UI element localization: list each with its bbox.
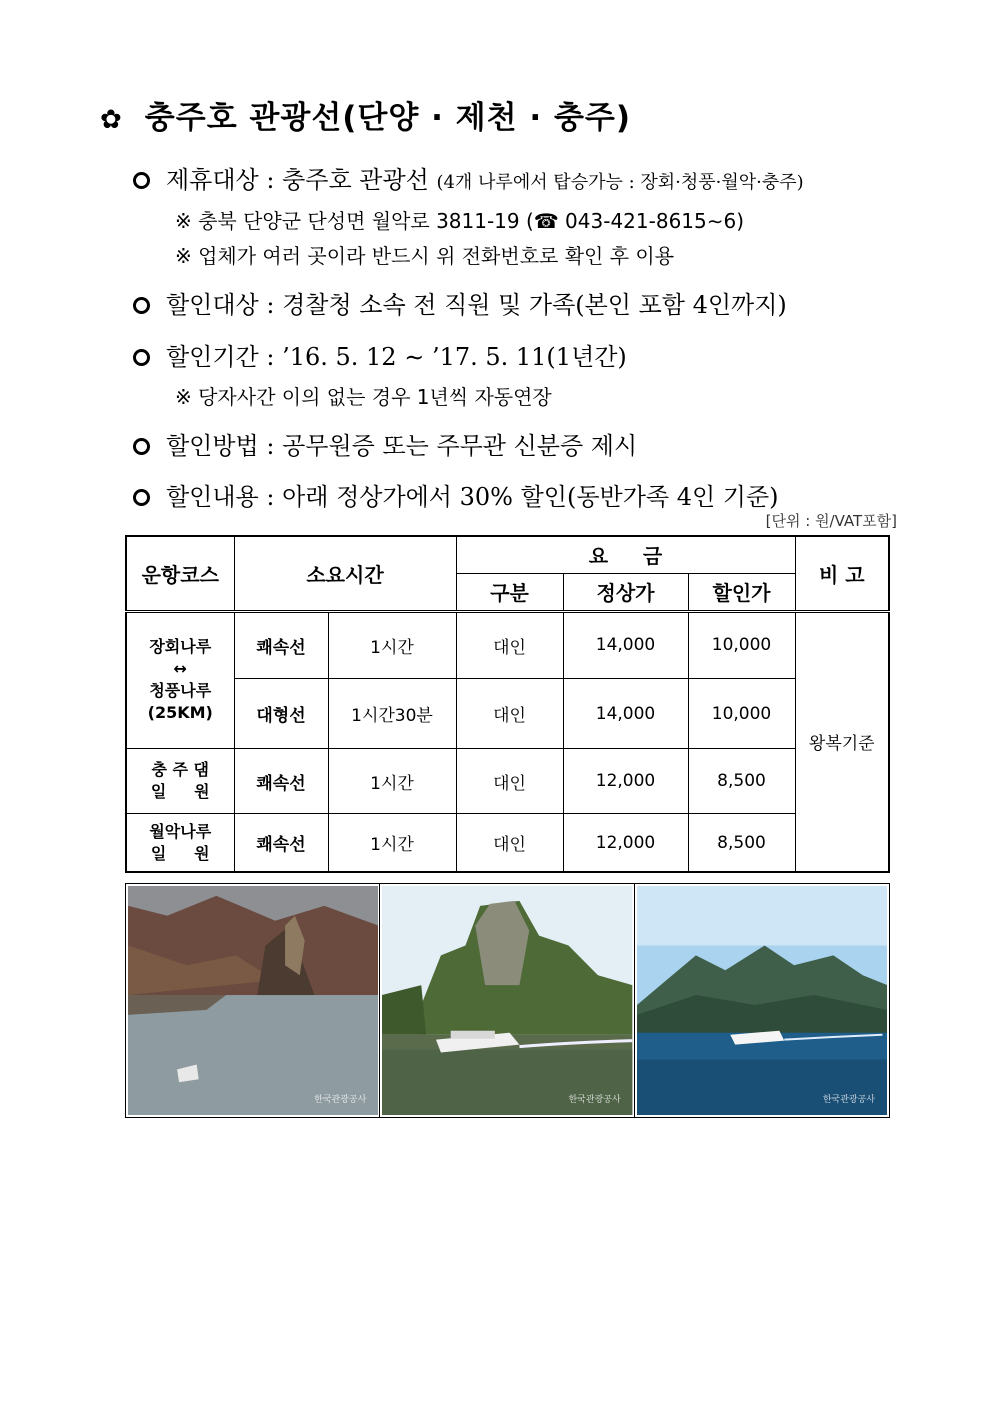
photo-blue-lake-image [637, 886, 887, 1115]
regular-price: 14,000 [563, 611, 688, 678]
ship-type: 쾌속선 [234, 611, 328, 678]
circle-bullet-icon [133, 297, 150, 314]
flower-icon: ✿ [100, 105, 123, 135]
period-note-line: ※ 당자사간 이의 없는 경우 1년씩 자동연장 [175, 385, 552, 409]
header-duration: 소요시간 [234, 536, 456, 611]
header-discount: 할인가 [688, 573, 795, 611]
photo-cruise-ship-image [382, 886, 632, 1115]
discount-price: 10,000 [688, 611, 795, 678]
partner-label: 제휴대상 : 충주호 관광선 [166, 166, 429, 194]
regular-price: 12,000 [563, 814, 688, 872]
title-text: 충주호 관광선(단양 · 제천 · 충주) [144, 100, 631, 136]
course-cell [126, 814, 234, 872]
header-course: 운항코스 [126, 536, 234, 611]
fare-type: 대인 [456, 678, 563, 748]
target-text: 할인대상 : 경찰청 소속 전 직원 및 가족(본인 포함 4인까지) [166, 291, 787, 319]
discount-price: 10,000 [688, 678, 795, 748]
photo-logo: 한국관광공사 [568, 1095, 621, 1105]
photo-blue-lake [635, 884, 889, 1117]
fare-type: 대인 [456, 611, 563, 678]
header-regular: 정상가 [563, 573, 688, 611]
photo-cruise-ship [380, 884, 634, 1117]
photo-logo: 한국관광공사 [314, 1095, 367, 1105]
duration-value: 1시간30분 [328, 678, 456, 748]
course-distance: (25KM) [147, 703, 213, 723]
ship-type: 쾌속선 [234, 749, 328, 814]
circle-bullet-icon [133, 349, 150, 366]
circle-bullet-icon [133, 489, 150, 506]
course-name: 월악나루 [149, 821, 212, 841]
fare-type: 대인 [456, 749, 563, 814]
course-name: 장회나루 [149, 637, 212, 657]
circle-bullet-icon [133, 172, 150, 189]
remark-value: 왕복기준 [795, 611, 889, 872]
header-type: 구분 [456, 573, 563, 611]
table-row [126, 611, 889, 678]
period-text: 할인기간 : ’16. 5. 12 ∼ ’17. 5. 11(1년간) [166, 343, 627, 371]
discount-price: 8,500 [688, 749, 795, 814]
address-note-line: ※ 업체가 여러 곳이라 반드시 위 전화번호로 확인 후 이용 [175, 244, 675, 268]
bidirectional-arrow-icon: ↔ [173, 659, 187, 679]
duration-value: 1시간 [328, 814, 456, 872]
method-text: 할인방법 : 공무원증 또는 주무관 신분증 제시 [166, 432, 638, 460]
photo-strip [125, 883, 890, 1118]
partner-note: (4개 나루에서 탑승가능 : 장회·청풍·월악·충주) [436, 172, 804, 193]
photo-logo: 한국관광공사 [822, 1095, 875, 1105]
discount-price: 8,500 [688, 814, 795, 872]
duration-value: 1시간 [328, 611, 456, 678]
fare-type: 대인 [456, 814, 563, 872]
ship-type: 쾌속선 [234, 814, 328, 872]
header-fare: 요 금 [456, 536, 795, 573]
period-line [133, 337, 627, 372]
unit-note: [단위 : 원/VAT포함] [765, 512, 897, 530]
content-line [133, 477, 779, 512]
course-cell [126, 749, 234, 814]
header-remark: 비 고 [795, 536, 889, 611]
page-title [100, 92, 631, 137]
partner-line [133, 160, 804, 195]
content-text: 할인내용 : 아래 정상가에서 30% 할인(동반가족 4인 기준) [166, 483, 779, 511]
regular-price: 14,000 [563, 678, 688, 748]
photo-lake-cliff [126, 884, 380, 1117]
course-area: 일 원 [150, 843, 210, 863]
duration-value: 1시간 [328, 749, 456, 814]
ship-type: 대형선 [234, 678, 328, 748]
table-row [126, 749, 889, 814]
course-area: 일 원 [150, 782, 210, 802]
photo-lake-cliff-image [128, 886, 378, 1115]
course-cell [126, 611, 234, 748]
circle-bullet-icon [133, 438, 150, 455]
table-row [126, 814, 889, 872]
course-name: 청풍나루 [149, 681, 212, 701]
fare-table [125, 535, 890, 873]
target-line [133, 285, 787, 320]
method-line [133, 426, 637, 461]
address-line: ※ 충북 단양군 단성면 월악로 3811-19 (☎ 043-421-8615∼6) [175, 209, 745, 233]
regular-price: 12,000 [563, 749, 688, 814]
course-name: 충 주 댐 [151, 760, 209, 780]
table-row [126, 678, 889, 748]
